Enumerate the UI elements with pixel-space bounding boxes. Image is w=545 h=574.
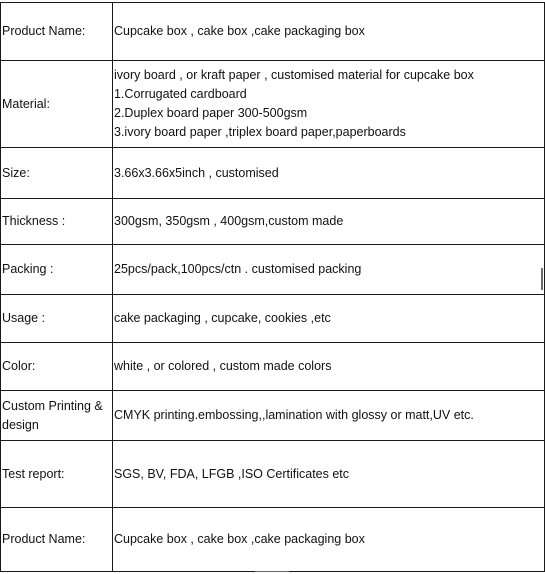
row-value	[113, 343, 545, 391]
product-spec-table	[0, 2, 545, 572]
row-value	[113, 245, 545, 295]
row-label: Test report:	[1, 441, 113, 508]
row-value	[113, 295, 545, 343]
row-label: Packing :	[1, 245, 113, 295]
row-value	[113, 508, 545, 572]
row-label: Product Name:	[1, 508, 113, 572]
value-line: 300gsm, 350gsm , 400gsm,custom made	[114, 214, 344, 228]
table-row	[1, 508, 545, 572]
row-value	[113, 391, 545, 441]
value-line: Cupcake box , cake box ,cake packaging box	[114, 532, 365, 546]
row-label: Usage :	[1, 295, 113, 343]
row-value	[113, 3, 545, 61]
value-line: white , or colored , custom made colors	[114, 359, 332, 373]
row-label: Color:	[1, 343, 113, 391]
table-row	[1, 61, 545, 148]
bottom-divider	[255, 571, 289, 572]
table-row	[1, 343, 545, 391]
row-label: Custom Printing & design	[1, 391, 113, 441]
table-row	[1, 295, 545, 343]
scrollbar-thumb[interactable]	[541, 268, 543, 290]
row-label: Thickness :	[1, 199, 113, 245]
value-line: cake packaging , cupcake, cookies ,etc	[114, 311, 331, 325]
table-row	[1, 391, 545, 441]
value-line: SGS, BV, FDA, LFGB ,ISO Certificates etc	[114, 466, 350, 481]
row-value	[113, 61, 545, 148]
value-line: CMYK printing.embossing,,lamination with glossy or matt,UV etc.	[114, 408, 474, 422]
row-value	[113, 148, 545, 199]
table-row	[1, 3, 545, 61]
table-row	[1, 245, 545, 295]
value-line: Cupcake box , cake box ,cake packaging box	[114, 24, 365, 38]
table-row	[1, 199, 545, 245]
row-label: Size:	[1, 148, 113, 199]
value-line: ivory board , or kraft paper , customised material for cupcake box	[114, 68, 474, 82]
row-label: Material:	[1, 61, 113, 148]
value-line: 3.ivory board paper ,triplex board paper,paperboards	[114, 125, 406, 139]
value-line: 1.Corrugated cardboard	[114, 87, 247, 101]
value-line: 2.Duplex board paper 300-500gsm	[114, 106, 308, 120]
row-label: Product Name:	[1, 3, 113, 61]
table-row	[1, 441, 545, 508]
table-row	[1, 148, 545, 199]
value-line: 3.66x3.66x5inch , customised	[114, 165, 279, 180]
value-line: 25pcs/pack,100pcs/ctn . customised packing	[114, 262, 362, 276]
row-value	[113, 441, 545, 508]
row-value	[113, 199, 545, 245]
